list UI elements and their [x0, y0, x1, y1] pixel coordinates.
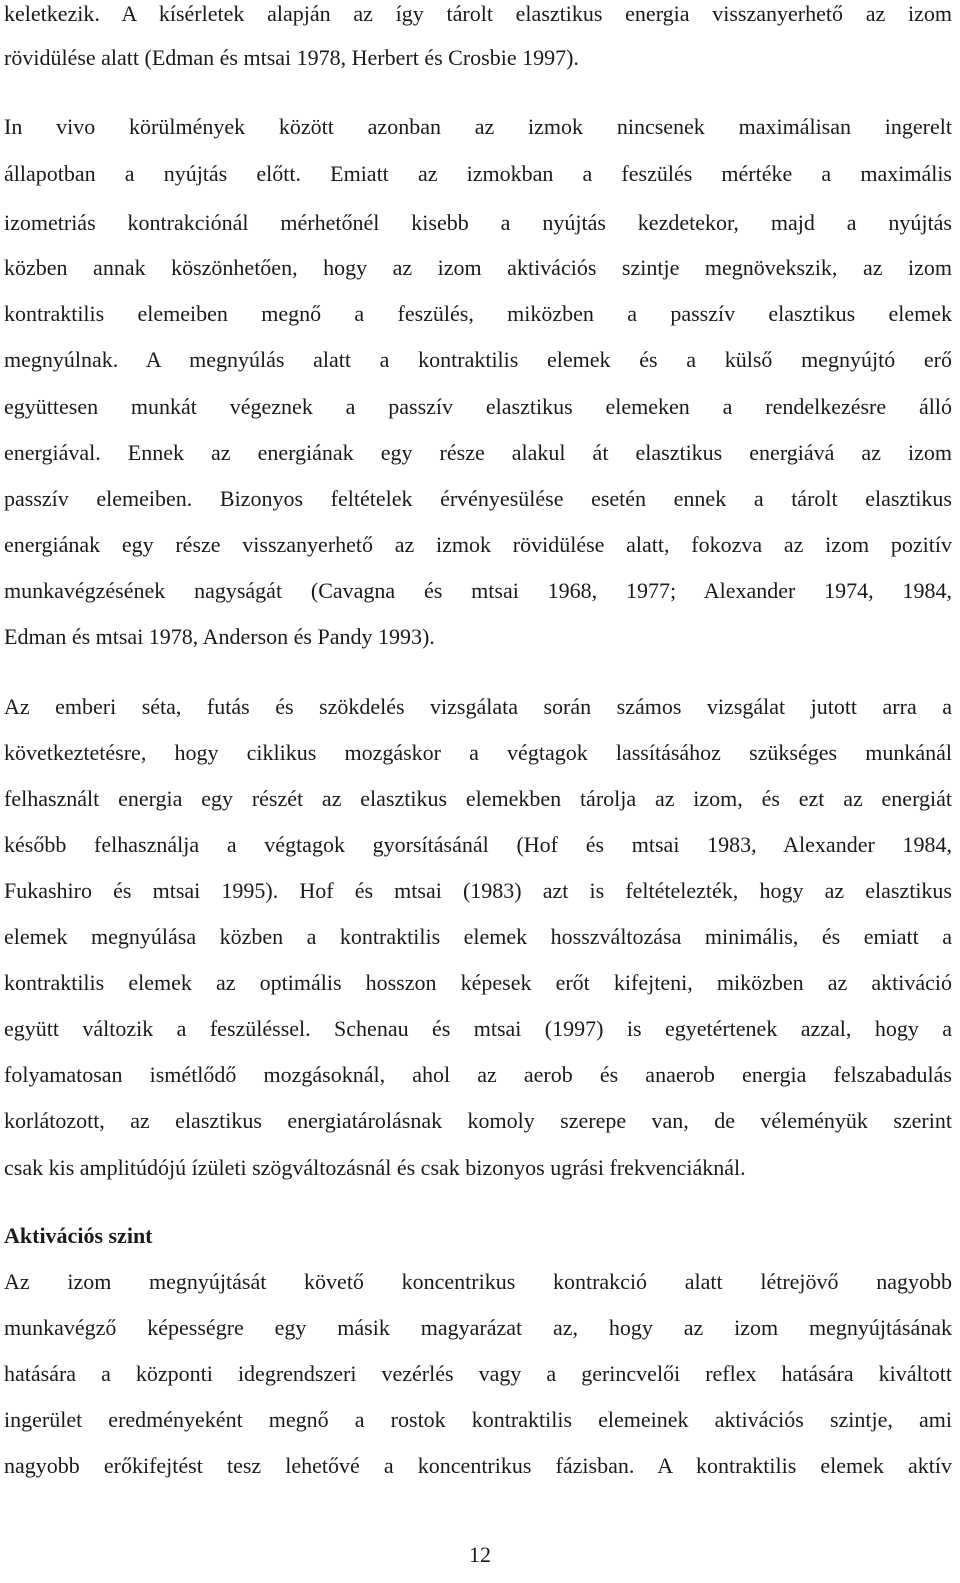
paragraph-2-line-10: energiának egy része visszanyerhető az izmok rövidülése alatt, fokozva az izom pozitív — [4, 532, 952, 557]
paragraph-2-line-11: munkavégzésének nagyságát (Cavagna és mtsai 1968, 1977; Alexander 1974, 1984, — [4, 578, 952, 603]
paragraph-4-line-5: nagyobb erőkifejtést tesz lehetővé a koncentrikus fázisban. A kontraktilis elemek aktív — [4, 1453, 952, 1478]
paragraph-3-line-10: korlátozott, az elasztikus energiatárolásnak komoly szerepe van, de véleményük szerint — [4, 1108, 952, 1133]
paragraph-4-line-3: hatására a központi idegrendszeri vezérlés vagy a gerincvelői reflex hatására kiváltott — [4, 1361, 952, 1386]
paragraph-2-line-2: állapotban a nyújtás előtt. Emiatt az izmokban a feszülés mértéke a maximális — [4, 161, 952, 186]
paragraph-3-line-5: Fukashiro és mtsai 1995). Hof és mtsai (1983) azt is feltételezték, hogy az elasztikus — [4, 878, 952, 903]
page-number: 12 — [469, 1542, 491, 1567]
paragraph-1-line-2: rövidülése alatt (Edman és mtsai 1978, Herbert és Crosbie 1997). — [4, 45, 579, 70]
paragraph-2-line-7: együttesen munkát végeznek a passzív elasztikus elemeken a rendelkezésre álló — [4, 394, 952, 419]
paragraph-2-line-8: energiával. Ennek az energiának egy része alakul át elasztikus energiává az izom — [4, 440, 952, 465]
paragraph-4-line-1: Az izom megnyújtását követő koncentrikus kontrakció alatt létrejövő nagyobb — [4, 1269, 952, 1294]
section-heading: Aktivációs szint — [4, 1223, 153, 1248]
paragraph-1-line-1: keletkezik. A kísérletek alapján az így tárolt elasztikus energia visszanyerhető az izom — [4, 1, 952, 26]
paragraph-4-line-4: ingerület eredményeként megnő a rostok kontraktilis elemeinek aktivációs szintje, ami — [4, 1407, 952, 1432]
paragraph-2-line-5: kontraktilis elemeiben megnő a feszülés, miközben a passzív elasztikus elemek — [4, 301, 952, 326]
paragraph-3-line-3: felhasznált energia egy részét az elasztikus elemekben tárolja az izom, és ezt az energiát — [4, 786, 952, 811]
paragraph-3-line-6: elemek megnyúlása közben a kontraktilis elemek hosszváltozása minimális, és emiatt a — [4, 924, 952, 949]
paragraph-2-line-4: közben annak köszönhetően, hogy az izom aktivációs szintje megnövekszik, az izom — [4, 255, 952, 280]
paragraph-2-line-1: In vivo körülmények között azonban az izmok nincsenek maximálisan ingerelt — [4, 114, 952, 139]
paragraph-3-line-7: kontraktilis elemek az optimális hosszon képesek erőt kifejteni, miközben az aktiváció — [4, 970, 952, 995]
paragraph-3-line-11: csak kis amplitúdójú ízületi szögváltozásnál és csak bizonyos ugrási frekvenciáknál. — [4, 1155, 746, 1180]
paragraph-2-line-6: megnyúlnak. A megnyúlás alatt a kontraktilis elemek és a külső megnyújtó erő — [4, 347, 952, 372]
paragraph-3-line-4: később felhasználja a végtagok gyorsításánál (Hof és mtsai 1983, Alexander 1984, — [4, 832, 952, 857]
paragraph-3-line-9: folyamatosan ismétlődő mozgásoknál, ahol az aerob és anaerob energia felszabadulás — [4, 1062, 952, 1087]
paragraph-4-line-2: munkavégző képességre egy másik magyarázat az, hogy az izom megnyújtásának — [4, 1315, 952, 1340]
paragraph-2-line-3: izometriás kontrakciónál mérhetőnél kisebb a nyújtás kezdetekor, majd a nyújtás — [4, 210, 952, 235]
paragraph-2-line-12: Edman és mtsai 1978, Anderson és Pandy 1993). — [4, 624, 435, 649]
paragraph-3-line-2: következtetésre, hogy ciklikus mozgáskor a végtagok lassításához szükséges munkánál — [4, 740, 952, 765]
paragraph-3-line-1: Az emberi séta, futás és szökdelés vizsgálata során számos vizsgálat jutott arra a — [4, 694, 952, 719]
paragraph-3-line-8: együtt változik a feszüléssel. Schenau és mtsai (1997) is egyetértenek azzal, hogy a — [4, 1016, 952, 1041]
paragraph-2-line-9: passzív elemeiben. Bizonyos feltételek érvényesülése esetén ennek a tárolt elasztikus — [4, 486, 952, 511]
